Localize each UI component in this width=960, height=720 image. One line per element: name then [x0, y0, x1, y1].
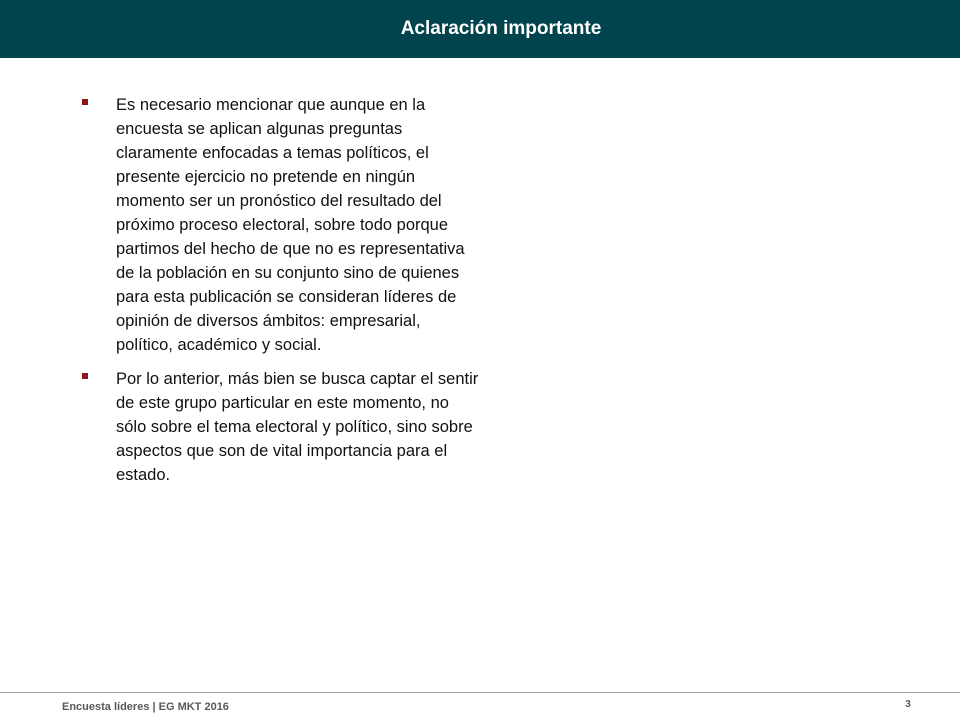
page-number: 3: [905, 699, 911, 710]
bullet-list: [82, 93, 502, 497]
square-bullet-icon: [82, 373, 88, 379]
bullet-text: Es necesario mencionar que aunque en la encuesta se aplican algunas preguntas claramente enfocadas a temas políticos, el presente ejercicio no pretende en ningún momento ser un pronóstico del resultado del próximo proceso electoral, sobre todo porque partimos del hecho de que no es representativa de la población en su conjunto sino de quienes para esta publicación se consideran líderes de opinión de diversos ámbitos: empresarial, político, académico y social.: [116, 96, 465, 354]
footer-caption: Encuesta líderes | EG MKT 2016: [62, 701, 229, 713]
bullet-item: [82, 93, 502, 357]
footer-divider: [0, 692, 960, 693]
bullet-text: Por lo anterior, más bien se busca captar el sentir de este grupo particular en este momento, no sólo sobre el tema electoral y político, sino sobre aspectos que son de vital importancia para el estado.: [116, 370, 479, 484]
slide-title: Aclaración importante: [400, 18, 602, 39]
bullet-item: [82, 367, 502, 487]
square-bullet-icon: [82, 99, 88, 105]
header-bar: [0, 0, 960, 58]
